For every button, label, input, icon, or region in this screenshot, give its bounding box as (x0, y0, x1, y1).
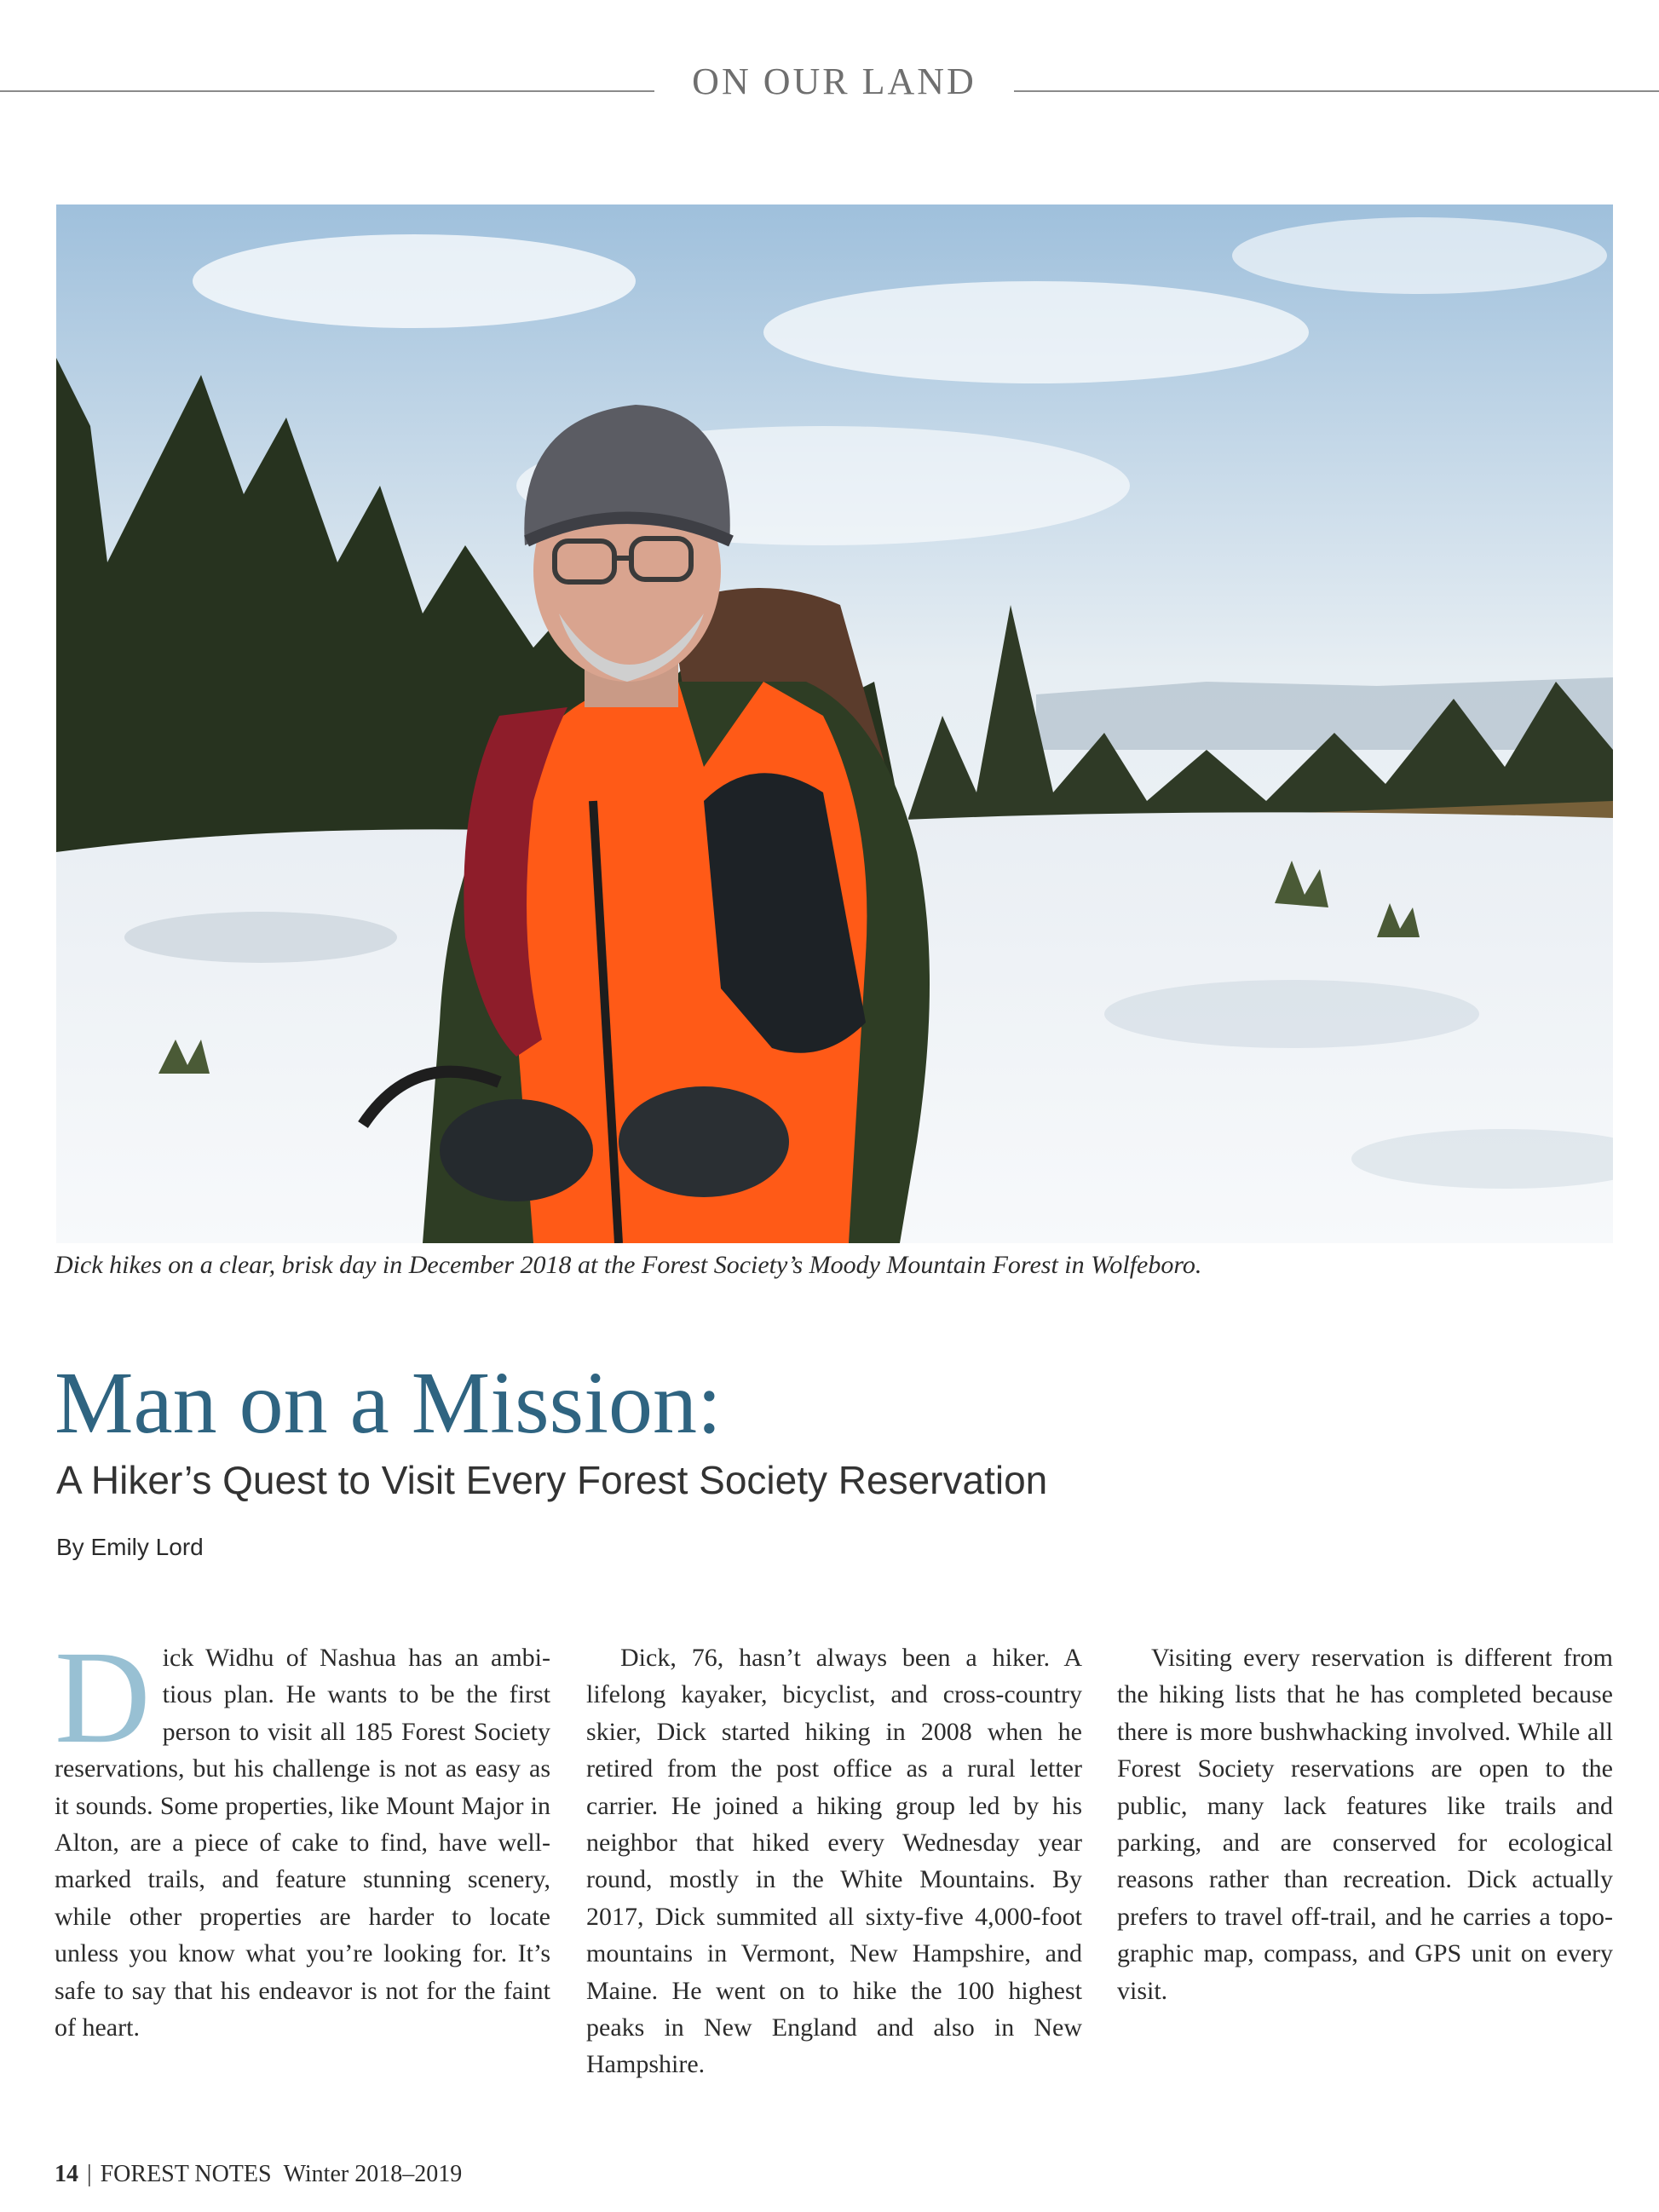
column-3-text: Visiting every reservation is different from the hiking lists that he has completed because there is more bushwhacking involved. While all Forest Society reservations are open to the public, many lack features like trails and parking, and are conserved for ecological reasons rather than recreation. Dick actually prefers to travel off-trail, and he carries a topographic map, compass, and GPS unit on every visit. (1117, 1644, 1613, 2005)
header-rule-right (1014, 90, 1659, 92)
hiker-photo-illustration (56, 204, 1613, 1243)
page-footer (55, 2161, 462, 2188)
article-column-3 (1117, 1639, 1613, 2009)
publication-name: FOREST NOTES (100, 2161, 272, 2187)
column-2-text: Dick, 76, hasn’t always been a hiker. A lifelong kayaker, bicyclist, and cross-country skier, Dick started hiking in 2008 when he retired from the post office as a rural letter carrier. He joined a hiking group led by his neighbor that hiked every Wednesday year round, mostly in the White Mountains. By 2017, Dick summited all sixty-five 4,000-foot mountains in Vermont, New Hampshire, and Maine. He went on to hike the 100 highest peaks in New England and also in New Hampshire. (586, 1644, 1082, 2079)
drop-cap: D (55, 1623, 151, 1771)
article-subtitle: A Hiker’s Quest to Visit Every Forest Society Reservation (56, 1458, 1048, 1502)
issue-date: Winter 2018–2019 (283, 2161, 463, 2187)
article-byline: By Emily Lord (56, 1534, 204, 1560)
photo-caption: Dick hikes on a clear, brisk day in December 2018 at the Forest Society’s Moody Mountain Forest in Wolfeboro. (55, 1251, 1202, 1279)
article-column-2 (586, 1639, 1082, 2083)
header-rule-left (0, 90, 654, 92)
footer-separator: | (87, 2161, 92, 2187)
section-label: ON OUR LAND (692, 60, 976, 102)
page-number: 14 (55, 2161, 78, 2187)
hiker-photo (56, 204, 1613, 1243)
article-title: Man on a Mission: (55, 1354, 722, 1452)
column-1-text: ick Widhu of Nashua has an ambitious plan. He wants to be the first person to visit all 185 Forest Society reservations, but his challenge is not as easy as it sounds. Some properties, like Mount Major in Alton, are a piece of cake to find, have well-marked trails, and feature stunning scenery, while other properties are harder to locate unless you know what you’re looking for. It’s safe to say that his endeavor is not for the faint of heart. (55, 1644, 550, 2042)
article-column-1 (55, 1623, 550, 2046)
